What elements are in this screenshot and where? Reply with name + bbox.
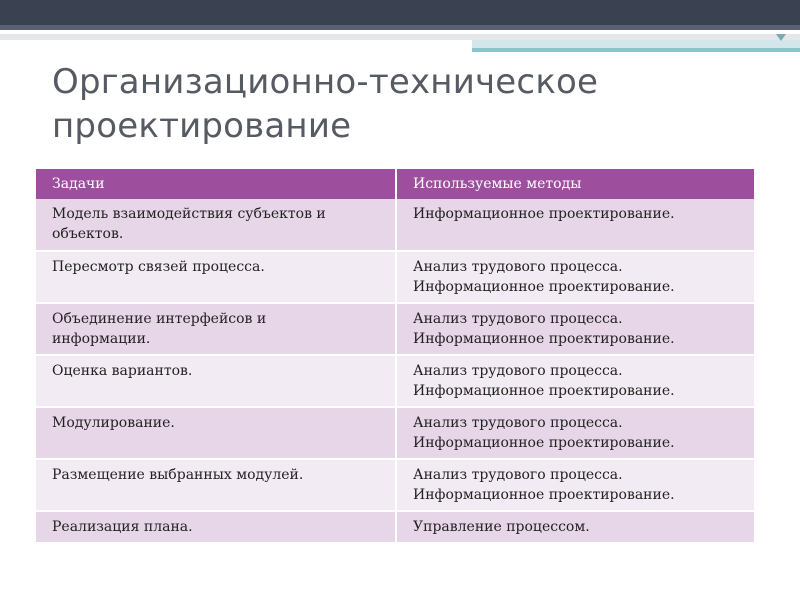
methods-table — [36, 169, 754, 544]
method-text: Информационное проектирование. — [413, 383, 675, 399]
methods-cell — [396, 303, 754, 355]
task-cell — [36, 511, 396, 543]
task-text: Модель взаимодействия субъектов и — [52, 206, 326, 222]
method-text: Анализ трудового процесса. — [413, 415, 623, 431]
task-cell — [36, 355, 396, 407]
table-row — [36, 407, 754, 459]
method-text: Информационное проектирование. — [413, 331, 675, 347]
header-tasks: Задачи — [36, 169, 396, 199]
table-row — [36, 251, 754, 303]
methods-cell — [396, 355, 754, 407]
page-title-line-2: проектирование — [52, 106, 352, 146]
method-text: Анализ трудового процесса. — [413, 259, 623, 275]
task-cell — [36, 199, 396, 251]
methods-cell — [396, 459, 754, 511]
task-cell — [36, 251, 396, 303]
methods-cell — [396, 407, 754, 459]
table-row — [36, 199, 754, 251]
table-header-row — [36, 169, 754, 199]
table-row — [36, 355, 754, 407]
accent-strip-teal-light — [472, 40, 800, 48]
page-title-line-1: Организационно-техническое — [52, 62, 599, 102]
method-text: Анализ трудового процесса. — [413, 363, 623, 379]
method-text: Анализ трудового процесса. — [413, 467, 623, 483]
method-text: Информационное проектирование. — [413, 279, 675, 295]
method-text: Информационное проектирование. — [413, 206, 675, 222]
task-cell — [36, 407, 396, 459]
accent-triangle-icon — [776, 34, 786, 41]
table-row — [36, 511, 754, 543]
methods-cell — [396, 511, 754, 543]
accent-strip-teal — [472, 48, 800, 52]
task-text: Оценка вариантов. — [52, 363, 193, 379]
method-text: Информационное проектирование. — [413, 435, 675, 451]
method-text: Анализ трудового процесса. — [413, 311, 623, 327]
table-row — [36, 459, 754, 511]
methods-cell — [396, 251, 754, 303]
task-cell — [36, 303, 396, 355]
task-text: объектов. — [52, 226, 124, 242]
task-text: Размещение выбранных модулей. — [52, 467, 304, 483]
task-text: Модулирование. — [52, 415, 175, 431]
method-text: Информационное проектирование. — [413, 487, 675, 503]
task-text: Реализация плана. — [52, 519, 193, 535]
table-row — [36, 303, 754, 355]
top-decorative-bar — [0, 0, 800, 30]
method-text: Управление процессом. — [413, 519, 590, 535]
task-text: информации. — [52, 331, 151, 347]
task-cell — [36, 459, 396, 511]
header-methods: Используемые методы — [396, 169, 754, 199]
methods-table-container — [36, 169, 754, 544]
task-text: Объединение интерфейсов и — [52, 311, 267, 327]
task-text: Пересмотр связей процесса. — [52, 259, 265, 275]
page-title — [52, 60, 772, 148]
methods-cell — [396, 199, 754, 251]
